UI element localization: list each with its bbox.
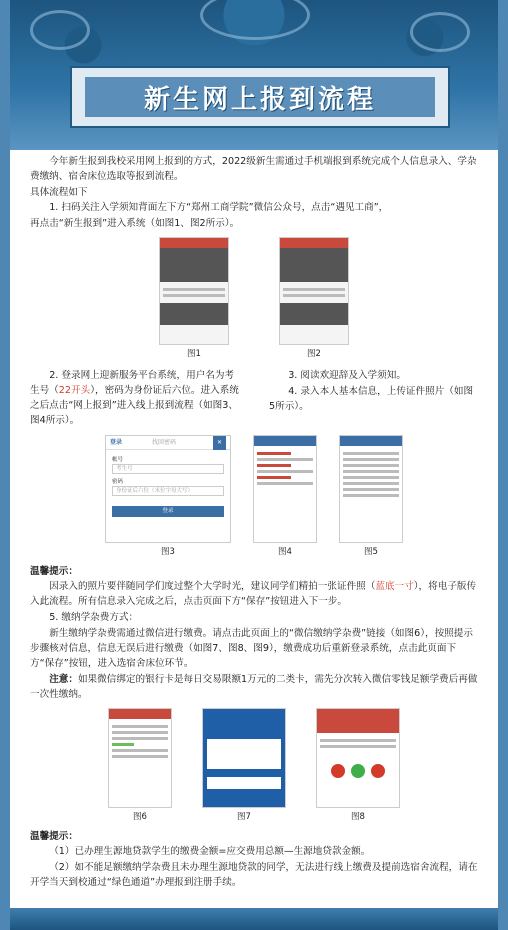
close-icon[interactable]: ✕	[213, 435, 226, 450]
fig6-caption: 图6	[133, 812, 147, 822]
page-title: 新生网上报到流程	[85, 77, 435, 117]
fig1-caption: 图1	[187, 349, 201, 359]
phone-screenshot	[159, 237, 229, 345]
step4-text: 4. 录入本人基本信息，上传证件照片（如图5所示）。	[269, 386, 474, 412]
figure-7	[202, 708, 286, 825]
fig8-caption: 图8	[351, 812, 365, 822]
phone-screenshot	[202, 708, 286, 808]
login-header: 登录	[110, 439, 123, 446]
fig5-caption: 图5	[364, 547, 378, 557]
figure-5	[339, 435, 403, 560]
tip2-heading: 温馨提示：	[30, 831, 78, 842]
flow-heading: 具体流程如下	[30, 187, 88, 198]
tip2-item2: （2）如不能足额缴纳学杂费且未办理生源地贷款的同学，无法进行线上缴费及提前选宿舍流程，请在开学当天到校通过“绿色通道”办理报到注册手续。	[30, 862, 478, 888]
find-password-link[interactable]: 找回密码	[152, 439, 177, 446]
phone-screenshot	[253, 435, 317, 543]
tip1-text: 因录入的照片要伴随同学们度过整个大学时光，建议同学们精拍一张证件照（蓝底一寸），将电子版传入此流程。所有信息录入完成之后，点击页面下方“保存”按钮进入下一步。	[30, 581, 477, 607]
note-text: 注意：如果微信绑定的银行卡是每日交易限额1万元的二类卡，需先分次转入微信零钱足额学费后再做一次性缴纳。	[30, 674, 478, 700]
password-input[interactable]: 身份证后六位（末位字母大写）	[112, 486, 224, 496]
login-button[interactable]: 登录	[112, 506, 224, 517]
main-content	[30, 150, 478, 891]
step1-line2: 再点击“新生报到”进入系统（如图1、图2所示）。	[30, 218, 240, 229]
step2-text: 2. 登录网上迎新服务平台系统，用户名为考生号（22开头），密码为身份证后六位。进入系统之后点击“网上报到”进入线上报到流程（如图3、图4所示）。	[30, 370, 239, 426]
intro-text: 今年新生报到我校采用网上报到的方式，2022级新生需通过手机端报到系统完成个人信息录入、学杂费缴纳、宿舍床位选取等报到流程。	[30, 156, 477, 182]
left-border	[0, 0, 10, 930]
login-screen	[105, 435, 231, 543]
fig4-caption: 图4	[278, 547, 292, 557]
step5-text: 新生缴纳学杂费需通过微信进行缴费。请点击此页面上的“微信缴纳学杂费”链接（如图6），按照提示步骤核对信息，信息无误后进行缴费（如图7、图8、图9），缴费成功后重新登录系统，点击此页面下方“保存”按钮，进入选宿舍床位环节。	[30, 628, 473, 669]
fig2-caption: 图2	[307, 349, 321, 359]
fig3-caption: 图3	[161, 547, 175, 557]
figure-4	[253, 435, 317, 560]
figure-1	[159, 237, 229, 362]
right-border	[498, 0, 508, 930]
step1-line1: 1. 扫码关注入学须知背面左下方“郑州工商学院”微信公众号，点击“遇见工商”，	[49, 202, 389, 213]
tip2-item1: （1）已办理生源地贷款学生的缴费金额=应交费用总额—生源地贷款金额。	[49, 846, 371, 857]
phone-screenshot	[339, 435, 403, 543]
step3-text: 3. 阅读欢迎辞及入学须知。	[288, 370, 406, 381]
phone-screenshot	[316, 708, 400, 808]
footer-banner	[10, 908, 498, 930]
step5-heading: 5. 缴纳学杂费方式：	[49, 612, 139, 623]
username-prefix: 22开头	[58, 385, 91, 396]
phone-screenshot	[279, 237, 349, 345]
account-label: 帐号	[112, 457, 124, 463]
password-label: 密码	[112, 479, 124, 485]
title-frame	[70, 66, 450, 128]
account-input[interactable]: 考生号	[112, 464, 224, 474]
header-banner	[10, 0, 498, 150]
figure-8	[316, 708, 400, 825]
photo-spec: 蓝底一寸	[375, 581, 414, 592]
figure-6	[108, 708, 172, 825]
phone-screenshot	[108, 708, 172, 808]
fig7-caption: 图7	[237, 812, 251, 822]
figure-2	[279, 237, 349, 362]
tip-heading: 温馨提示：	[30, 566, 78, 577]
figure-3	[105, 435, 231, 560]
